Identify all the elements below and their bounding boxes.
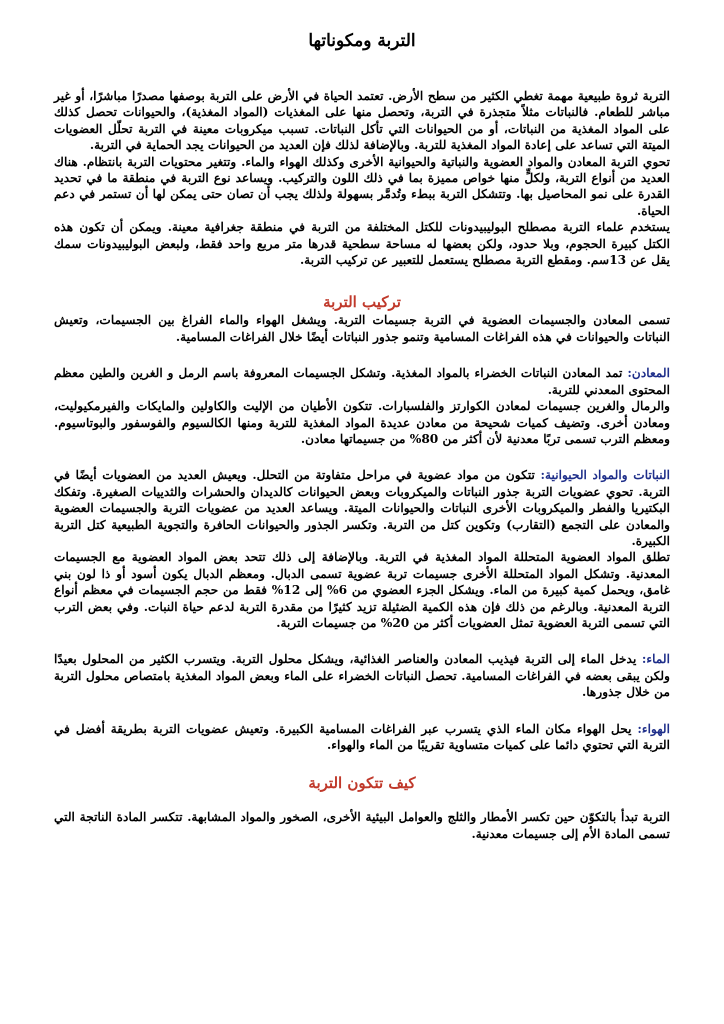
composition-heading: تركيب التربة bbox=[323, 293, 401, 312]
organisms-lead: النباتات والمواد الحيوانية: bbox=[540, 468, 671, 483]
spacer bbox=[54, 631, 670, 651]
intro-paragraph-1: التربة ثروة طبيعية مهمة تغطي الكثير من سطح الأرض. تعتمد الحياة في الأرض على التربة بوصفها مصدرًا مباشرًا، أو غير مباشر للطعام. فالنباتات مثلاً متجذرة في التربة، وتحصل منها على المغذيات (المواد المغذية)، والحيوانات تحصل كذلك على المواد المغذية من النباتات، أو من الحيوانات التي تأكل النباتات. تسبب ميكروبات معينة في التربة تحلّل العضويات الميتة التي تساعد على إعادة المواد المغذية للتربة. وبالإضافة لذلك فإن العديد من الحيوانات يجد الحماية في التربة. bbox=[54, 89, 670, 153]
intro-paragraph-2: تحوي التربة المعادن والمواد العضوية والنباتية والحيوانية الأخرى وكذلك الهواء والماء. وتتغير محتويات التربة بانتظام. هناك العديد من أنواع التربة، ولكلٍّ منها خواص مميزة بما في ذلك اللون والتركيب. ويساعد نوع التربة في منطقة ما في تحديد القدرة على نمو المحاصيل بها. وتتشكل التربة ببطء وتُدمَّر بسهولة ولذلك يجب أن تصان حتى يمكن لها أن تستمر في دعم الحياة. bbox=[54, 154, 670, 218]
composition-intro: تسمى المعادن والجسيمات العضوية في التربة جسيمات التربة. ويشغل الهواء والماء الفراغ بين الجسيمات، وتعيش النباتات والحيوانات في هذه الفراغات المسامية وتنمو جذور النباتات أيضًا خلال الفراغات المسامية. bbox=[54, 313, 670, 344]
document-title: التربة ومكوناتها bbox=[308, 31, 416, 51]
minerals-paragraph-2: والرمال والغرين جسيمات لمعادن الكوارتز والفلسبارات. تتكون الأطيان من الإليت والكاولين والمايكات والفيرمكيوليت، ومعادن أخرى. وتضيف كميات شحيحة من معادن عديدة المواد المغذية للتربة ومنها الكالسيوم والفوسفور والبوتاسيوم. ومعظم الترب تسمى تربًا معدنية لأن أكثر من 80% من جسيماتها معادن. bbox=[54, 399, 670, 446]
minerals-text-1: تمد المعادن النباتات الخضراء بالمواد المغذية. وتشكل الجسيمات المعروفة باسم الرمل و الغرين والطين معظم المحتوى المعدني للتربة. bbox=[54, 366, 670, 397]
minerals-paragraph-1 bbox=[54, 365, 670, 398]
intro-paragraph-3: يستخدم علماء التربة مصطلح البوليبيدونات للكتل المختلفة من التربة في منطقة جغرافية معينة. ويمكن أن تكون هذه الكتل كبيرة الحجوم، وبلا حدود، ولكن بعضها له مساحة سطحية قدرها متر مربع واحد فقط، ولبعض البوليبيدونات سمك يقل عن 13سم. ومقطع التربة مصطلح يستعمل للتعبير عن تركيب التربة. bbox=[54, 220, 670, 268]
air-text: يحل الهواء مكان الماء الذي يتسرب عبر الفراغات المسامية الكبيرة. وتعيش عضويات التربة بطريقة أفضل في التربة التي تحتوي دائما على كميات متساوية تقريبًا من الماء والهواء. bbox=[54, 721, 670, 752]
organisms-paragraph-2: تطلق المواد العضوية المتحللة المواد المغذية في التربة. وبالإضافة إلى ذلك تتحد بعض المواد العضوية مع الجسيمات المعدنية. وتشكل المواد المتحللة الأخرى جسيمات تربة عضوية تسمى الدبال. ومعظم الدبال يكون أسود أو ذا لون بني غامق، ويحمل كمية كبيرة من الماء. ويشكل الجزء العضوي من 6% إلى 12% فقط من حجم الجسيمات في معظم أنواع التربة المعدنية. وبالرغم من ذلك فإن هذه الكمية الضئيلة تزيد كثيرًا من مقدرة التربة لدعم حياة النبات. وفي بعض الترب التي تسمى التربة العضوية تمثل العضويات أكثر من 20% من جسيمات التربة. bbox=[54, 550, 670, 630]
spacer bbox=[54, 447, 670, 467]
spacer bbox=[54, 345, 670, 365]
spacer bbox=[54, 753, 670, 773]
document-page bbox=[54, 30, 670, 842]
water-paragraph bbox=[54, 651, 670, 700]
air-lead: الهواء: bbox=[637, 721, 670, 736]
air-paragraph bbox=[54, 721, 670, 754]
organisms-paragraph-1 bbox=[54, 467, 670, 549]
spacer bbox=[54, 793, 670, 809]
minerals-lead: المعادن: bbox=[627, 366, 670, 381]
formation-heading: كيف تتكون التربة bbox=[308, 774, 416, 793]
spacer bbox=[54, 701, 670, 721]
formation-paragraph: التربة تبدأ بالتكوّن حين تكسر الأمطار والثلج والعوامل البيئية الأخرى، الصخور والمواد المشابهة. تتكسر المادة الناتجة التي تسمى المادة الأم إلى جسيمات معدنية. bbox=[54, 810, 670, 841]
water-text: يدخل الماء إلى التربة فيذيب المعادن والعناصر الغذائية، ويشكل محلول التربة. ويتسرب الكثير من المحلول بعيدًا ولكن يبقى بعضه في الفراغات المسامية. تحصل النباتات الخضراء على الماء وبعض المواد المغذية بامتصاص محلول التربة من خلال جذورها. bbox=[54, 652, 670, 700]
spacer bbox=[54, 268, 670, 292]
water-lead: الماء: bbox=[641, 652, 670, 667]
organisms-text-1: تتكون من مواد عضوية في مراحل متفاوتة من التحلل. ويعيش العديد من العضويات أيضًا في التربة. تحوي عضويات التربة جذور النباتات والميكروبات وبعض الحيوانات كالديدان والحشرات والثدييات الصغيرة. وتفكك البكتيريا والفطر والميكروبات الأخرى النباتات والحيوانات الميتة. ويساعد العديد من عضويات التربة والجسيمات العضوية والمعادن على التجمع (التقارب) وتكوين كتل من التربة. وتكسر الجذور والحيوانات الحافرة والتجوية الطبيعية كتل التربة الكبيرة. bbox=[54, 468, 670, 548]
